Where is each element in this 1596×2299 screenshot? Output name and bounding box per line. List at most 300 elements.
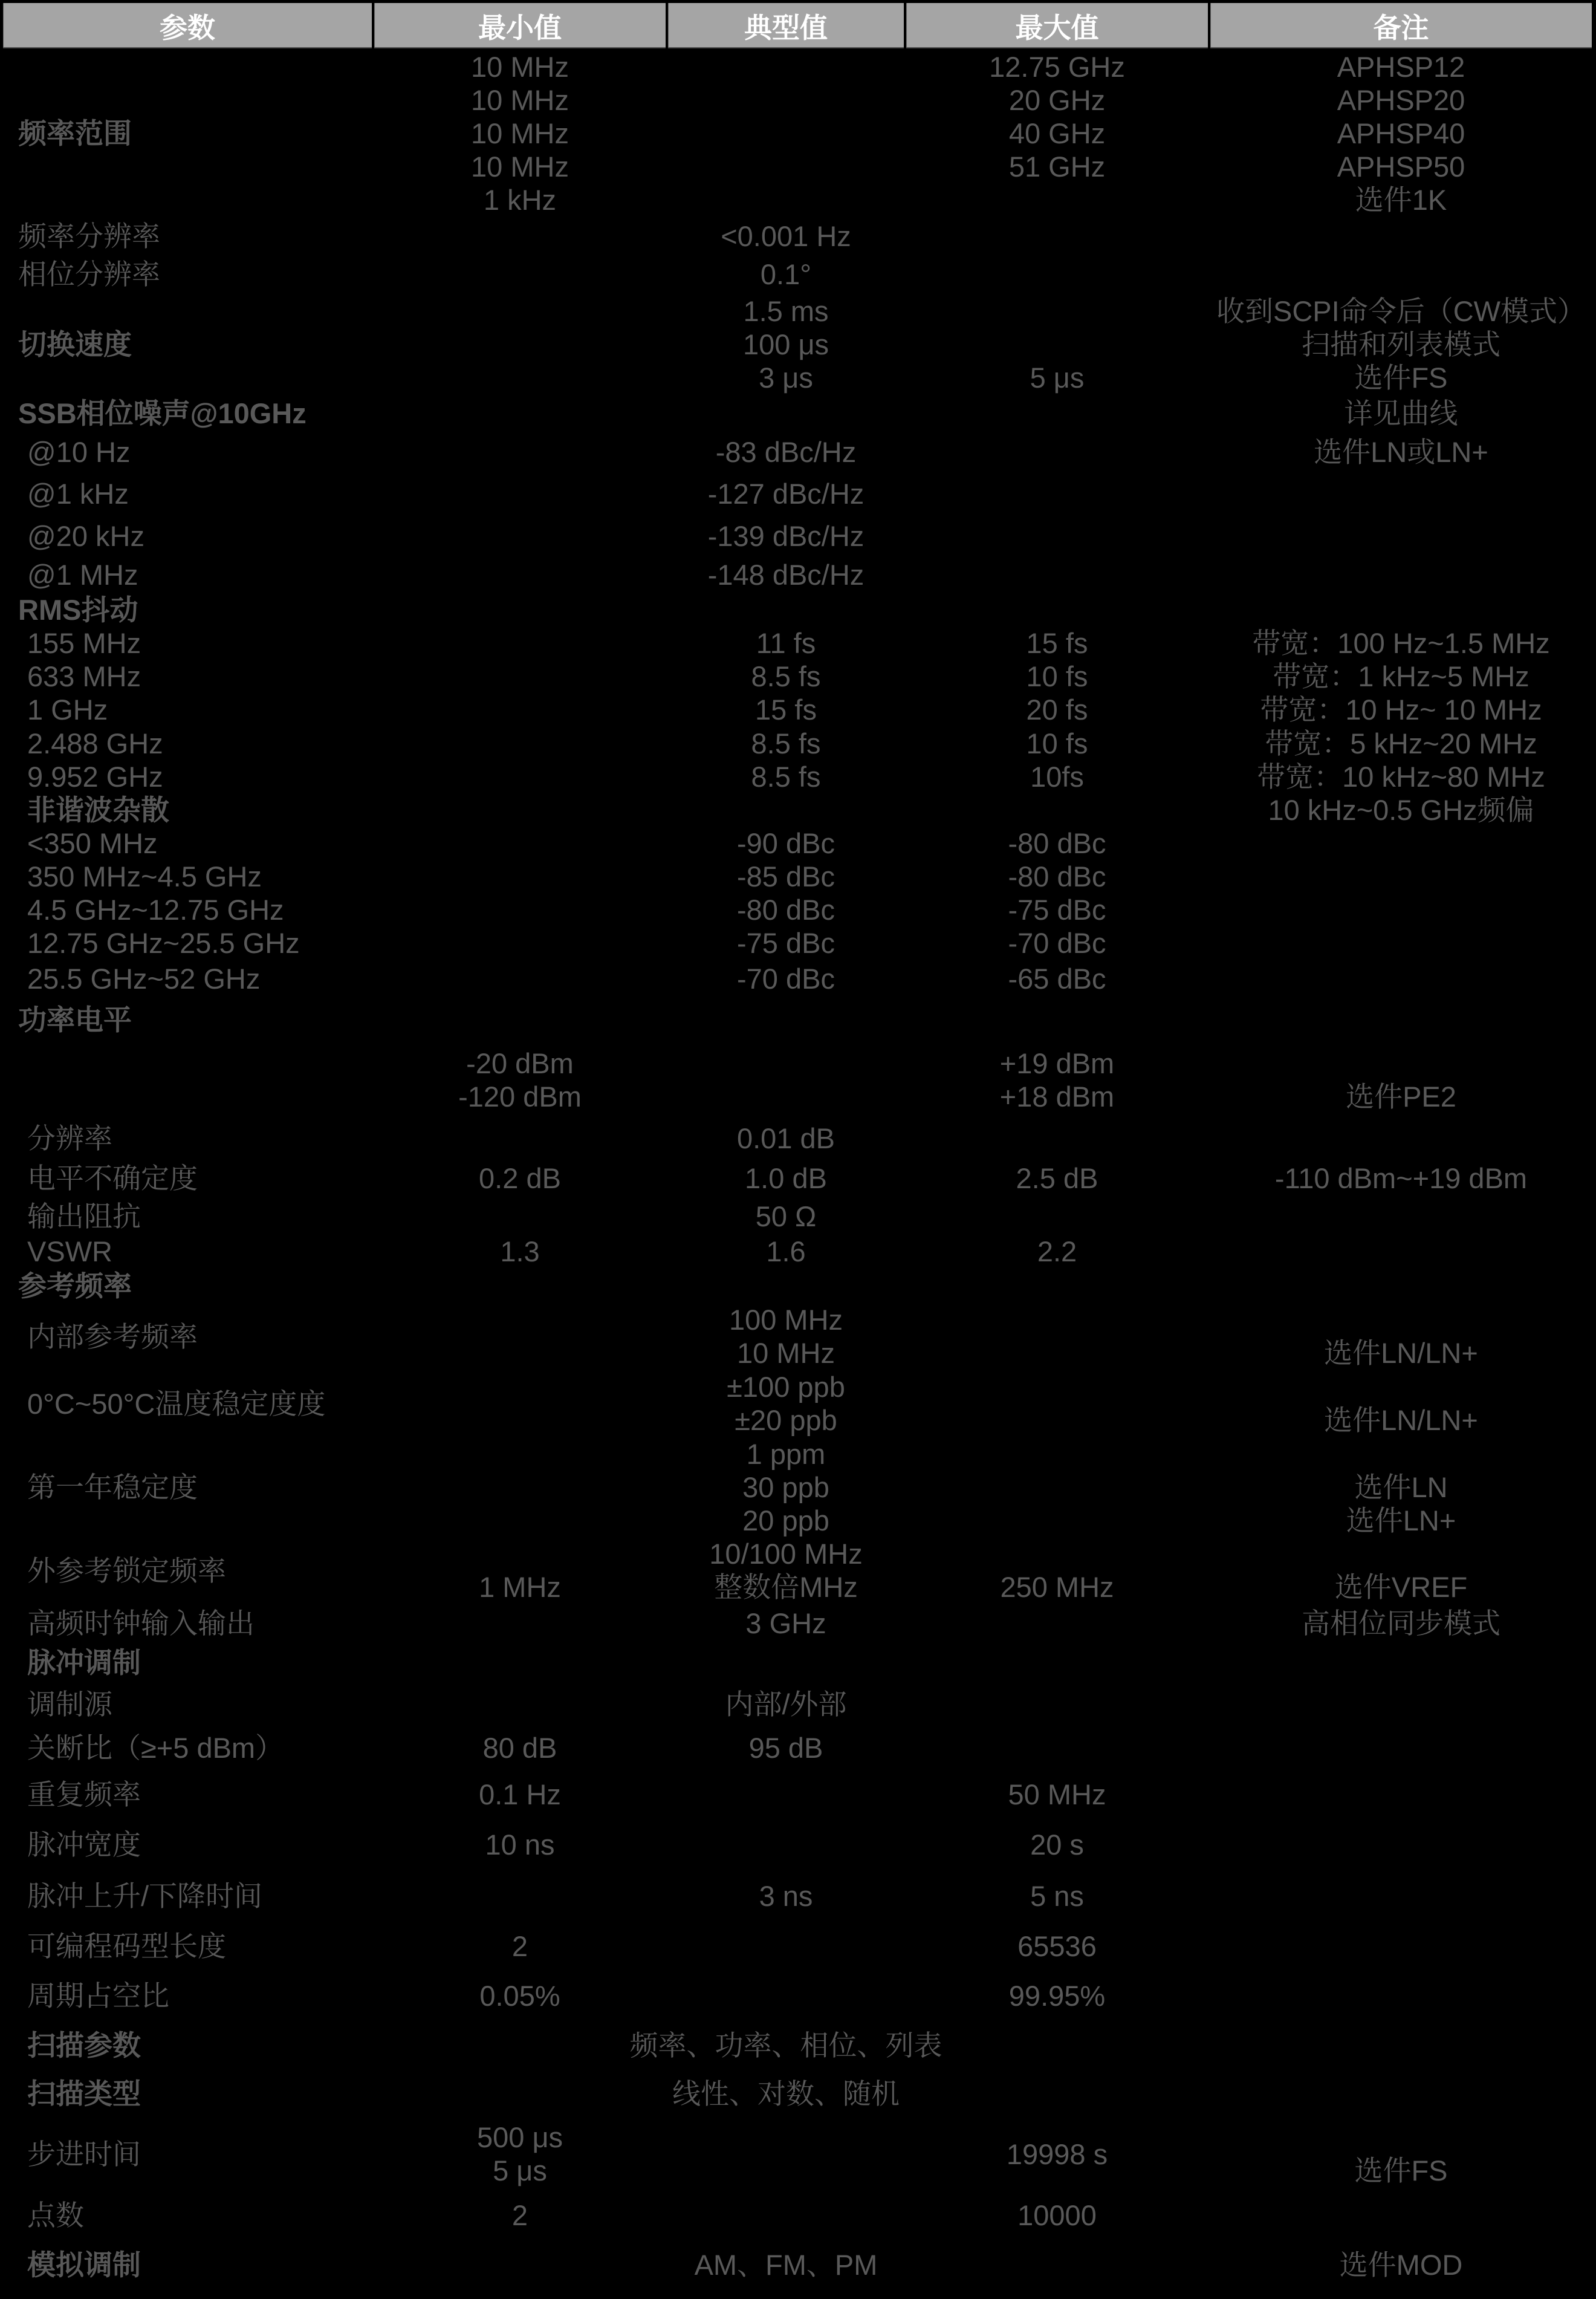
typ-cell [668,1303,904,1370]
min-cell [374,293,666,395]
param-cell [3,2116,372,2191]
param-cell [3,293,372,395]
min-cell [374,926,666,960]
max-value: -75 dBc [1008,894,1106,926]
param-label: 内部参考频率 [27,1320,198,1353]
max-cell [906,2116,1208,2191]
note-value: 收到SCPI命令后（CW模式） [1216,294,1586,327]
min-cell [374,49,666,217]
typ-value: AM、FM、PM [694,2249,878,2281]
param-label: @1 MHz [27,559,138,591]
param-label: 扫描参数 [27,2029,141,2061]
typ-cell [668,431,904,472]
param-label: 相位分辨率 [18,258,160,290]
max-cell [906,472,1208,515]
min-cell [374,1922,666,1971]
param-cell [3,515,372,556]
param-cell [3,1604,372,1642]
table-row [3,1922,1592,1971]
note-cell [1210,1604,1592,1642]
typ-cell [668,692,904,726]
typ-cell [668,1198,904,1234]
max-value: +18 dBm [999,1081,1115,1113]
min-cell [374,593,666,626]
max-cell [906,1234,1208,1268]
table-row [3,893,1592,926]
max-cell [906,660,1208,693]
param-cell [3,760,372,793]
note-cell [1210,2116,1592,2191]
table-row [3,760,1592,793]
typ-cell [668,726,904,760]
note-cell [1210,1818,1592,1870]
table-row [3,1870,1592,1922]
min-cell [374,760,666,793]
table-row [3,556,1592,593]
param-label: 分辨率 [27,1122,112,1154]
typ-cell [668,472,904,515]
table-row [3,1234,1592,1268]
max-value: -80 dBc [1008,827,1106,859]
param-label: @10 Hz [27,435,131,468]
max-cell [906,1971,1208,2020]
note-cell [1210,1370,1592,1437]
max-cell [906,593,1208,626]
note-cell [1210,2070,1592,2116]
table-row [3,1818,1592,1870]
note-cell [1210,1042,1592,1118]
min-cell [374,395,666,431]
min-value: 5 μs [493,2154,547,2187]
max-cell [906,1725,1208,1770]
param-label: 频率范围 [18,117,132,149]
typ-cell [668,1683,904,1725]
min-cell [374,893,666,926]
note-value: 选件FS [1354,2154,1448,2187]
max-cell [906,1303,1208,1370]
param-cell [3,2191,372,2239]
min-value: 2 [511,1930,528,1962]
max-cell [906,692,1208,726]
max-cell [906,1870,1208,1922]
param-cell [3,1303,372,1370]
param-cell [3,1818,372,1870]
max-cell [906,1437,1208,1537]
typ-value: 8.5 fs [751,727,821,759]
param-cell [3,960,372,998]
table-row [3,2239,1592,2291]
param-cell [3,998,372,1042]
param-cell [3,1158,372,1198]
table-row [3,395,1592,431]
table-row [3,960,1592,998]
note-cell [1210,515,1592,556]
note-cell [1210,1198,1592,1234]
typ-value: 15 fs [755,693,817,726]
note-cell [1210,1268,1592,1303]
note-cell [1210,556,1592,593]
min-value: 500 μs [476,2121,563,2153]
header-note: 备注 [1210,3,1592,48]
table-header-row [3,3,1592,48]
table-row [3,1370,1592,1437]
note-cell [1210,49,1592,217]
note-cell [1210,1971,1592,2020]
note-value: 10 kHz~0.5 GHz频偏 [1268,794,1534,826]
max-cell [906,960,1208,998]
typ-value: 整数倍MHz [714,1571,858,1603]
typ-cell [668,217,904,255]
typ-cell [668,293,904,395]
max-value: 51 GHz [1008,150,1106,183]
typ-value: 1.6 [766,1235,806,1267]
note-value: APHSP40 [1337,117,1465,149]
typ-value: 频率、功率、相位、列表 [629,2029,942,2061]
typ-cell [668,1042,904,1118]
note-value: 选件LN [1354,1471,1448,1503]
typ-cell [668,760,904,793]
param-cell [3,1268,372,1303]
table-row [3,926,1592,960]
typ-value: -70 dBc [737,963,835,995]
param-cell [3,860,372,893]
max-cell [906,626,1208,660]
param-cell [3,660,372,693]
max-cell [906,1158,1208,1198]
typ-value: 3 ns [759,1880,813,1912]
note-cell [1210,1234,1592,1268]
min-value: 80 dB [482,1731,557,1764]
max-value: -65 dBc [1008,963,1106,995]
note-cell [1210,793,1592,827]
table-row [3,472,1592,515]
param-label: 12.75 GHz~25.5 GHz [27,926,300,959]
note-cell [1210,1922,1592,1971]
typ-cell [668,49,904,217]
param-cell [3,1536,372,1604]
param-label: 9.952 GHz [27,761,163,793]
typ-value: -75 dBc [737,926,835,959]
note-cell [1210,1437,1592,1537]
note-value: 选件LN/LN+ [1324,1337,1478,1369]
note-cell [1210,998,1592,1042]
note-cell [1210,893,1592,926]
max-value: 10fs [1030,761,1084,793]
max-cell [906,726,1208,760]
table-row [3,793,1592,826]
param-label: 电平不确定度 [27,1162,198,1194]
table-row [3,2191,1592,2239]
note-cell [1210,726,1592,760]
param-cell [3,1118,372,1158]
max-cell [906,998,1208,1042]
param-cell [3,692,372,726]
max-value: 10 fs [1026,727,1088,759]
note-cell [1210,1118,1592,1158]
note-value: 带宽：10 kHz~80 MHz [1257,761,1545,793]
table-row [3,1303,1592,1370]
typ-cell [668,395,904,431]
max-value: 50 MHz [1008,1778,1106,1810]
min-value: 10 MHz [471,83,569,116]
note-cell [1210,217,1592,255]
typ-cell [668,1536,904,1604]
min-cell [374,826,666,860]
typ-value: 10 MHz [737,1337,835,1369]
min-cell [374,998,666,1042]
max-cell [906,1770,1208,1818]
note-cell [1210,860,1592,893]
note-cell [1210,960,1592,998]
min-value: 10 ns [485,1828,555,1861]
note-cell [1210,826,1592,860]
max-value: 12.75 GHz [989,50,1125,83]
max-value: 5 μs [1030,361,1085,394]
typ-cell [668,2239,904,2291]
param-cell [3,395,372,431]
note-value: 选件1K [1355,183,1447,216]
param-cell [3,1770,372,1818]
typ-value: -90 dBc [737,827,835,859]
max-cell [906,2191,1208,2239]
typ-value: 50 Ω [755,1200,817,1232]
note-cell [1210,760,1592,793]
param-label: 脉冲宽度 [27,1828,141,1861]
typ-cell [668,556,904,593]
typ-value: -80 dBc [737,894,835,926]
min-cell [374,726,666,760]
min-cell [374,1158,666,1198]
typ-cell [668,1642,904,1683]
typ-cell [668,893,904,926]
param-label: @1 kHz [27,478,129,510]
max-value: 20 fs [1026,693,1088,726]
param-label: 2.488 GHz [27,727,163,759]
note-value: APHSP20 [1337,83,1465,116]
param-cell [3,255,372,293]
typ-cell [668,998,904,1042]
note-cell [1210,255,1592,293]
table-row [3,515,1592,556]
max-cell [906,860,1208,893]
param-cell [3,1971,372,2020]
typ-cell [668,826,904,860]
typ-cell [668,1818,904,1870]
table-row [3,217,1592,255]
note-value: 详见曲线 [1344,397,1458,429]
param-cell [3,1042,372,1118]
max-value: -80 dBc [1008,860,1106,893]
param-label: 扫描类型 [27,2077,141,2110]
typ-value: 8.5 fs [751,660,821,692]
typ-cell [668,1158,904,1198]
param-label: 步进时间 [27,2138,141,2170]
min-cell [374,1725,666,1770]
note-value: 选件PE2 [1346,1081,1456,1113]
typ-cell [668,1725,904,1770]
min-cell [374,1118,666,1158]
param-label: 参考频率 [18,1269,132,1302]
param-cell [3,2239,372,2291]
note-value: 选件VREF [1334,1571,1468,1603]
min-cell [374,2020,666,2070]
header-param: 参数 [3,3,372,48]
param-cell [3,217,372,255]
min-value: 10 MHz [471,50,569,83]
table-row [3,860,1592,893]
min-cell [374,1770,666,1818]
note-value: 扫描和列表模式 [1302,328,1500,360]
param-cell [3,1725,372,1770]
typ-value: 30 ppb [742,1471,829,1503]
max-cell [906,1118,1208,1158]
param-label: 高频时钟输入输出 [27,1607,255,1639]
note-cell [1210,1303,1592,1370]
param-label: 脉冲上升/下降时间 [27,1880,263,1912]
min-cell [374,660,666,693]
note-value: 高相位同步模式 [1302,1607,1500,1639]
param-label: 脉冲调制 [27,1647,141,1679]
max-value: 20 s [1030,1828,1084,1861]
typ-value: 内部/外部 [725,1688,847,1720]
typ-value: ±20 ppb [735,1404,837,1436]
note-value: 带宽：10 Hz~ 10 MHz [1260,693,1542,726]
note-value: 选件MOD [1339,2249,1463,2281]
param-label: 4.5 GHz~12.75 GHz [27,894,284,926]
typ-cell [668,860,904,893]
param-label: 重复频率 [27,1778,141,1810]
max-cell [906,893,1208,926]
table-row [3,1268,1592,1303]
max-cell [906,2020,1208,2070]
max-cell [906,217,1208,255]
min-cell [374,793,666,827]
max-cell [906,926,1208,960]
typ-cell [668,1437,904,1537]
typ-cell [668,515,904,556]
min-cell [374,472,666,515]
max-value: 20 GHz [1008,83,1106,116]
header-min: 最小值 [374,3,666,48]
max-cell [906,515,1208,556]
min-cell [374,1198,666,1234]
param-cell [3,1870,372,1922]
min-cell [374,692,666,726]
min-cell [374,2070,666,2116]
typ-cell [668,1370,904,1437]
max-value: +19 dBm [999,1047,1115,1079]
min-cell [374,1604,666,1642]
typ-value: 1 ppm [746,1438,826,1470]
param-label: 点数 [27,2199,84,2231]
typ-cell [668,1234,904,1268]
table-row [3,626,1592,660]
typ-value: 3 μs [759,361,813,394]
min-value: 1 MHz [479,1571,561,1603]
max-cell [906,1922,1208,1971]
param-cell [3,793,372,827]
max-cell [906,1604,1208,1642]
typ-cell [668,793,904,827]
param-cell [3,1234,372,1268]
typ-value: -83 dBc/Hz [715,435,857,468]
note-cell [1210,1158,1592,1198]
typ-value: -139 dBc/Hz [707,519,864,552]
note-cell [1210,1536,1592,1604]
table-row [3,1437,1592,1536]
param-cell [3,926,372,960]
typ-value: -148 dBc/Hz [707,559,864,591]
table-row [3,1725,1592,1770]
min-cell [374,515,666,556]
note-cell [1210,1725,1592,1770]
min-cell [374,626,666,660]
table-row [3,1770,1592,1818]
param-cell [3,726,372,760]
param-label: @20 kHz [27,519,144,552]
min-cell [374,1437,666,1537]
typ-value: 线性、对数、随机 [672,2077,900,2110]
table-row [3,660,1592,692]
typ-cell [668,626,904,660]
min-value: 0.2 dB [479,1162,561,1194]
table-row [3,1198,1592,1234]
param-label: 0°C~50°C温度稳定度度 [27,1387,326,1420]
table-row [3,1683,1592,1725]
typ-value: ±100 ppb [727,1371,845,1403]
min-value: -120 dBm [458,1081,582,1113]
param-label: 第一年稳定度 [27,1471,198,1503]
table-row [3,2070,1592,2116]
min-value: 2 [511,2199,528,2231]
note-cell [1210,2191,1592,2239]
typ-value: 1.0 dB [745,1162,827,1194]
table-body [3,48,1592,2291]
max-cell [906,2239,1208,2291]
table-row [3,255,1592,293]
typ-cell [668,660,904,693]
min-cell [374,556,666,593]
param-cell [3,2070,372,2116]
min-cell [374,431,666,472]
min-value: 10 MHz [471,150,569,183]
param-label: 350 MHz~4.5 GHz [27,860,262,893]
typ-cell [668,1604,904,1642]
typ-value: 3 GHz [745,1607,826,1639]
typ-value: -85 dBc [737,860,835,893]
note-cell [1210,2239,1592,2291]
max-cell [906,1536,1208,1604]
max-value: 2.5 dB [1016,1162,1098,1194]
table-row [3,431,1592,472]
param-cell [3,431,372,472]
min-value: 10 MHz [471,117,569,149]
note-value: 选件LN/LN+ [1324,1404,1478,1436]
max-cell [906,826,1208,860]
param-label: RMS抖动 [18,594,138,626]
param-cell [3,1437,372,1537]
min-cell [374,1303,666,1370]
min-cell [374,1683,666,1725]
typ-cell [668,1770,904,1818]
note-value: -110 dBm~+19 dBm [1274,1162,1528,1194]
min-cell [374,1234,666,1268]
typ-cell [668,1268,904,1303]
note-cell [1210,1870,1592,1922]
param-label: 可编程码型长度 [27,1930,226,1962]
spec-table [3,3,1592,2291]
min-cell [374,2239,666,2291]
